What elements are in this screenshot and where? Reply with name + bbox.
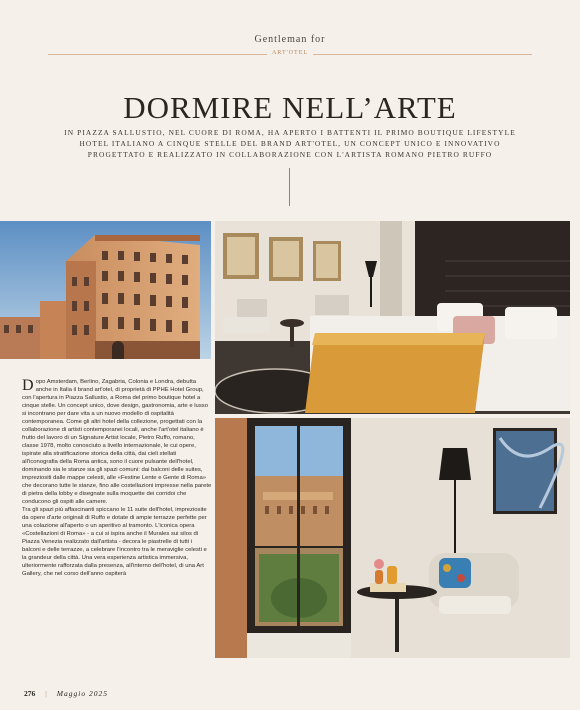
article-title: DORMIRE NELL’ARTE xyxy=(123,90,457,125)
issue-date: Maggio 2025 xyxy=(56,689,108,698)
page-number: 276 xyxy=(24,689,36,698)
vertical-divider xyxy=(289,168,290,206)
page-footer xyxy=(24,689,108,698)
hotel-lounge-photo xyxy=(215,418,570,658)
article-body-paragraph-1: opo Amsterdam, Berlino, Zagabria, Colonia e Londra, debutta anche in Italia il brand art'otel, di proprietà di PPHE Hotel Group, con l'apertura in Piazza Sallustio, a Roma del primo boutique hotel a cinque stelle. Un concept unico, dove design, gastronomia, arte e lusso si incontrano per dare vita a un nuovo modello di ospitalità contemporanea. Come gli altri hotel della collezione, progettati con la collaborazione di artisti contemporanei locali, anche l'art'otel italiano è frutto del lavoro di un Signature Artist locale, Pietro Ruffo, romano, classe 1978, molto conosciuto a livello internazionale, le cui opere, ispirate alla stratificazione storica della città, dai cieli stellati all'iconografia della Roma antica, sono il cuore pulsante dell'hotel, dominando sia le stanze sia gli spazi comuni: dai balconi delle suites, impreziositi dalle mappe celesti, alle «Festine Lente e Gente di Roma» che decorano tutte le stanze, fino alle costellazioni impresse nella parete di pietra della lobby e disegnate sulla moquette dei corridoi che conducono gli ospiti alle camere. xyxy=(22,379,212,505)
drop-cap: D xyxy=(22,377,34,394)
section-subkicker: ART'OTEL xyxy=(0,50,580,56)
article-body-paragraph-2: Tra gli spazi più affascinanti spiccano le 11 suite dell'hotel, impreziosite da opere d'arte originali di Ruffo e dotate di ampie terrazze perfette per una colazione all'aperto o un aperitivo al tramonto. L'iconica opera «Costellazioni di Roma» - a cui si ispira anche il Murales sui silos di Piazza Venezia realizzato dall'artista - decora le piastrelle di tutti i balconi e delle terrazze, a celebrare l'incontro tra le meraviglie celesti e la grandeur della città. Una vera esperienza artistica immersiva, ulteriormente rafforzata dalla presenza, all'interno dell'hotel, di una Art Gallery, che nel corso dell'anno ospiterà xyxy=(22,507,207,577)
hotel-bedroom-photo xyxy=(215,221,570,414)
section-kicker: Gentleman for xyxy=(254,34,326,45)
article-body xyxy=(22,378,212,578)
footer-separator: | xyxy=(45,689,47,698)
article-deck: IN PIAZZA SALLUSTIO, NEL CUORE DI ROMA, HA APERTO I BATTENTI IL PRIMO BOUTIQUE LIFESTYLE HOTEL ITALIANO A CINQUE STELLE DEL BRAND ART'OTEL, UN CONCEPT UNICO E INNOVATIVO PROGETTATO E REALIZZATO IN COLLABORAZIONE CON L'ARTISTA ROMANO PIETRO RUFFO xyxy=(64,128,516,159)
hotel-exterior-photo xyxy=(0,221,211,359)
